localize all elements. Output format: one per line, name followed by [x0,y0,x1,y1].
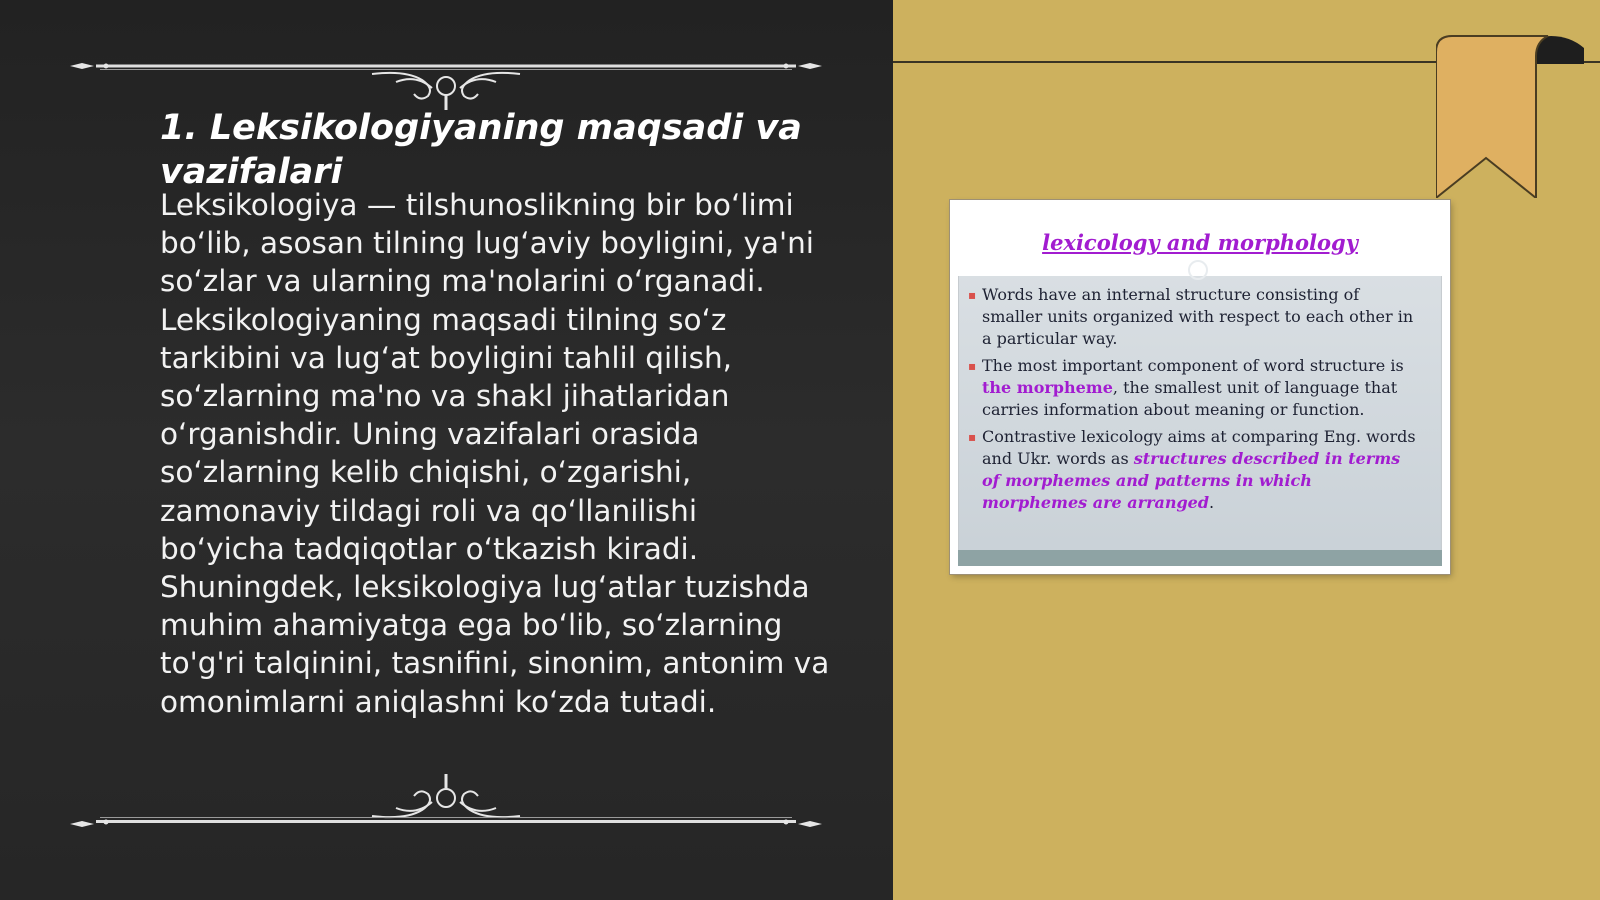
embedded-slide-image [950,200,1450,574]
loading-ring-icon [1188,260,1208,280]
bookmark-ribbon-icon [1436,34,1586,198]
embedded-slide-footer-bar [958,550,1442,566]
bullet-square-icon: ▪ [968,430,977,444]
bullet-text-before: The most important component of word structure is [982,356,1404,375]
embedded-slide-bullets [968,284,1422,519]
bullet-emphasis: structures described in terms of morphemes and patterns in which morphemes are arranged [982,449,1401,512]
slide-title: 1. Leksikologiyaning maqsadi va vazifalari [160,108,802,192]
scroll-ornament-bottom-icon [66,772,826,832]
bullet-item [968,355,1422,421]
slide-body-text: Leksikologiya — tilshunoslikning bir bo‘limi bo‘lib, asosan tilning lug‘aviy boyligini, ya'ni so‘zlar va ularning ma'nolarini o‘rganadi. Leksikologiyaning maqsadi tilning so‘z tarkibini va lug‘at boyligini tahlil qilish, so‘zlarning ma'no va shakl jihatlaridan o‘rganishdir. Uning vazifalari orasida so‘zlarning kelib chiqishi, o‘zgarishi, zamonaviy tildagi roli va qo‘llanilishi bo‘yicha tadqiqotlar o‘tkazish kiradi. Shuningdek, leksikologiya lug‘atlar tuzishda muhim ahamiyatga ega bo‘lib, so‘zlarning to'g'ri talqinini, tasnifini, sinonim, antonim va omonimlarni aniqlashni ko‘zda tutadi. [160,188,830,719]
embedded-slide-content [958,208,1442,566]
bullet-item [968,284,1422,350]
bullet-text-before: Contrastive lexicology aims at comparing Eng. words and Ukr. words as [982,427,1416,468]
bullet-emphasis: the morpheme [982,378,1113,397]
bullet-text-after: . [1209,493,1215,512]
bullet-square-icon: ▪ [968,288,977,302]
bullet-item [968,426,1422,514]
embedded-slide-title: lexicology and morphology [1042,230,1358,255]
bullet-square-icon: ▪ [968,359,977,373]
bullet-text-after: , the smallest unit of language that carries information about meaning or function. [982,378,1398,419]
bullet-text: Words have an internal structure consisting of smaller units organized with respect to each other in a particular way. [982,285,1414,348]
